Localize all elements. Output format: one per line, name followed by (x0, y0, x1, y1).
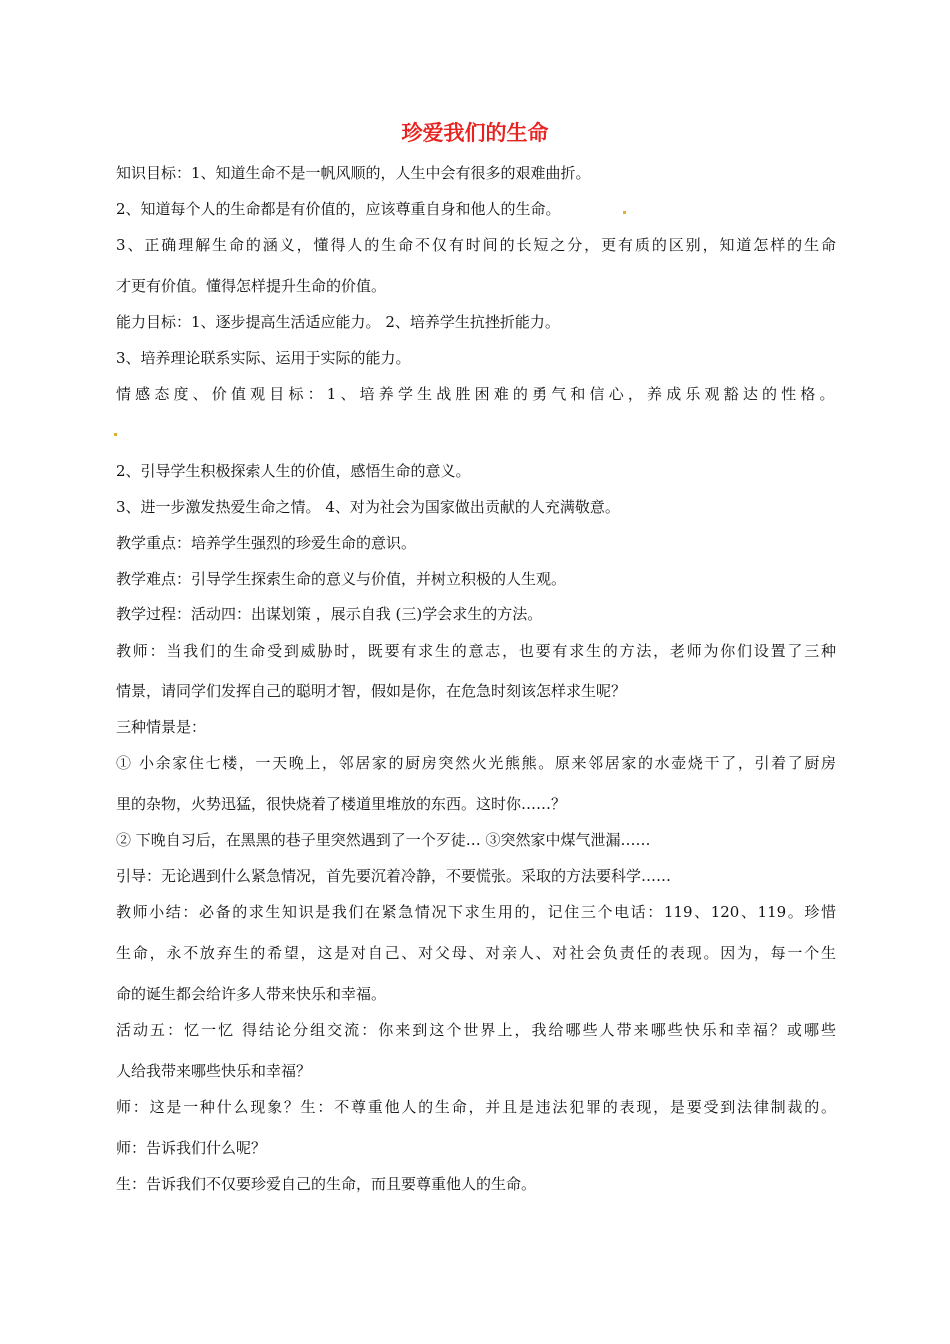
text-line: ① 小余家住七楼，一天晚上，邻居家的厨房突然火光熊熊。原来邻居家的水壶烧干了，引着了厨房 (116, 754, 836, 772)
text-line: 2、知道每个人的生命都是有价值的，应该尊重自身和他人的生命。 (116, 200, 561, 218)
text-line: 生：告诉我们不仅要珍爱自己的生命，而且要尊重他人的生命。 (116, 1175, 537, 1193)
text-line: 里的杂物，火势迅猛，很快烧着了楼道里堆放的东西。这时你……？ (116, 795, 567, 813)
text-line: 师：这是一种什么现象？生：不尊重他人的生命，并且是违法犯罪的表现，是要受到法律制裁的。 (116, 1098, 836, 1116)
text-line: 情景，请同学们发挥自己的聪明才智，假如是你，在危急时刻该怎样求生呢？ (116, 682, 627, 700)
text-line: 教学过程：活动四：出谋划策 ，展示自我 (三)学会求生的方法。 (116, 605, 543, 623)
text-line: 3、正确理解生命的涵义，懂得人的生命不仅有时间的长短之分，更有质的区别，知道怎样的生命 (116, 236, 836, 254)
text-line: 教学重点：培养学生强烈的珍爱生命的意识。 (116, 534, 417, 552)
text-line: 生命，永不放弃生的希望，这是对自己、对父母、对亲人、对社会负责任的表现。因为，每一个生 (116, 944, 836, 962)
text-line: 引导：无论遇到什么紧急情况，首先要沉着冷静，不要慌张。采取的方法要科学…… (116, 867, 672, 885)
ink-speck (623, 211, 626, 214)
text-line: 3、进一步激发热爱生命之情。 4、对为社会为国家做出贡献的人充满敬意。 (116, 498, 620, 516)
text-line: 3、培养理论联系实际、运用于实际的能力。 (116, 349, 411, 367)
text-line: ② 下晚自习后，在黑黑的巷子里突然遇到了一个歹徒… ③突然家中煤气泄漏…… (116, 831, 651, 849)
text-line: 教学难点：引导学生探索生命的意义与价值，并树立积极的人生观。 (116, 570, 567, 588)
document-title: 珍爱我们的生命 (401, 121, 549, 145)
ink-speck (114, 433, 117, 436)
text-line: 三种情景是： (116, 718, 207, 736)
text-line: 教师小结：必备的求生知识是我们在紧急情况下求生用的，记住三个电话：119、120、119。珍惜 (116, 903, 836, 921)
text-line: 命的诞生都会给许多人带来快乐和幸福。 (116, 985, 387, 1003)
text-line: 能力目标：1、逐步提高生活适应能力。 2、培养学生抗挫折能力。 (116, 313, 560, 331)
text-line: 师：告诉我们什么呢？ (116, 1139, 267, 1157)
text-line: 知识目标：1、知道生命不是一帆风顺的，人生中会有很多的艰难曲折。 (116, 164, 591, 182)
text-line: 教师：当我们的生命受到威胁时，既要有求生的意志，也要有求生的方法，老师为你们设置了三种 (116, 642, 836, 660)
text-line: 才更有价值。懂得怎样提升生命的价值。 (116, 277, 387, 295)
text-line: 活动五：忆一忆 得结论分组交流：你来到这个世界上，我给哪些人带来哪些快乐和幸福？或哪些 (116, 1021, 836, 1039)
text-line: 情感态度、价值观目标：1、培养学生战胜困难的勇气和信心，养成乐观豁达的性格。 (116, 385, 836, 403)
text-line: 人给我带来哪些快乐和幸福？ (116, 1062, 312, 1080)
text-line: 2、引导学生积极探索人生的价值，感悟生命的意义。 (116, 462, 471, 480)
